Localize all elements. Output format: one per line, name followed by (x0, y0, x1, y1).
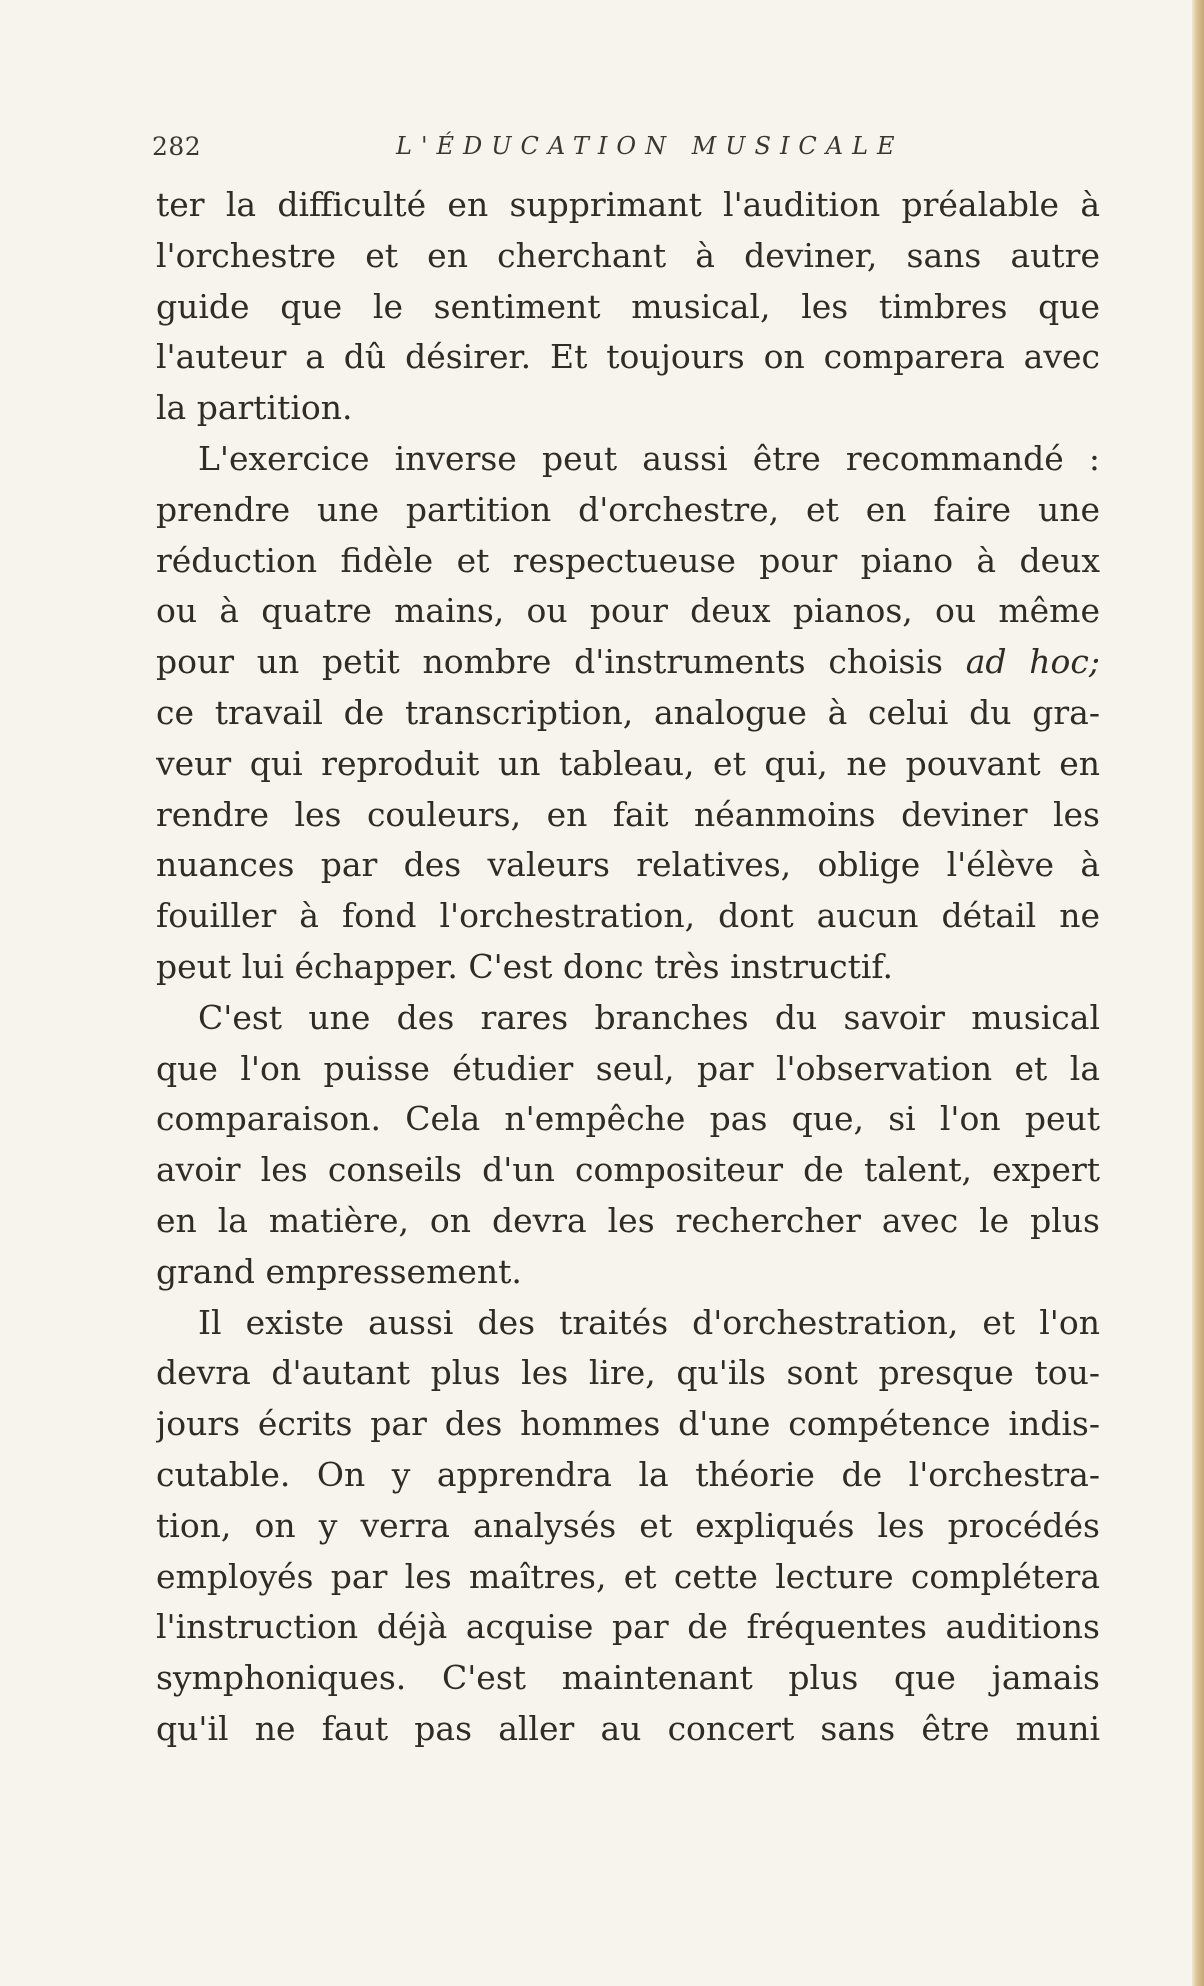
text-line: fouiller à fond l'orchestration, dont aucun détail ne (156, 896, 1100, 936)
text-line: rendre les couleurs, en fait néanmoins deviner les (156, 794, 1100, 834)
text-line: la partition. (156, 388, 353, 428)
text-line: guide que le sentiment musical, les timbres que (156, 286, 1100, 326)
text-line: symphoniques. C'est maintenant plus que jamais (156, 1658, 1100, 1698)
paragraph-first-line: C'est une des rares branches du savoir musical (198, 997, 1100, 1037)
text-line: réduction fidèle et respectueuse pour piano à deux (156, 540, 1100, 580)
page-header (152, 132, 1096, 172)
text-line: devra d'autant plus les lire, qu'ils sont presque tou- (156, 1353, 1100, 1393)
text-line: ou à quatre mains, ou pour deux pianos, ou même (156, 591, 1100, 631)
text-line: ter la difficulté en supprimant l'audition préalable à (156, 185, 1100, 224)
text-line: ce travail de transcription, analogue à celui du gra- (156, 692, 1100, 732)
text-line: cutable. On y apprendra la théorie de l'orchestra- (156, 1454, 1100, 1494)
text-line: employés par les maîtres, et cette lecture complétera (156, 1556, 1100, 1596)
text-line: l'instruction déjà acquise par de fréquentes auditions (156, 1607, 1100, 1647)
text-line: en la matière, on devra les rechercher avec le plus (156, 1200, 1100, 1240)
text-line: qu'il ne faut pas aller au concert sans être muni (156, 1708, 1100, 1748)
text-line: l'orchestre et en cherchant à deviner, sans autre (156, 235, 1100, 275)
paragraph-first-line: L'exercice inverse peut aussi être recommandé : (198, 438, 1100, 478)
text-line: prendre une partition d'orchestre, et en faire une (156, 489, 1100, 529)
paragraph-first-line: Il existe aussi des traités d'orchestration, et l'on (198, 1302, 1100, 1342)
text-line: jours écrits par des hommes d'une compétence indis- (156, 1404, 1100, 1444)
text-line: que l'on puisse étudier seul, par l'observation et la (156, 1048, 1100, 1088)
page-number: 282 (152, 132, 202, 161)
text-line: veur qui reproduit un tableau, et qui, ne pouvant en (156, 743, 1100, 783)
text-line: pour un petit nombre d'instruments choisis ad hoc; (156, 642, 1100, 682)
text-line: avoir les conseils d'un compositeur de talent, expert (156, 1150, 1100, 1190)
text-line: tion, on y verra analysés et expliqués les procédés (156, 1505, 1100, 1545)
text-line: nuances par des valeurs relatives, oblige l'élève à (156, 845, 1100, 885)
text-line: peut lui échapper. C'est donc très instructif. (156, 946, 893, 986)
body-text (156, 180, 1100, 1755)
text-line: grand empressement. (156, 1251, 522, 1291)
text-line: l'auteur a dû désirer. Et toujours on comparera avec (156, 337, 1100, 377)
running-title: L'ÉDUCATION MUSICALE (396, 132, 904, 160)
page-edge (1192, 0, 1204, 1986)
text-line: comparaison. Cela n'empêche pas que, si l'on peut (156, 1099, 1100, 1139)
